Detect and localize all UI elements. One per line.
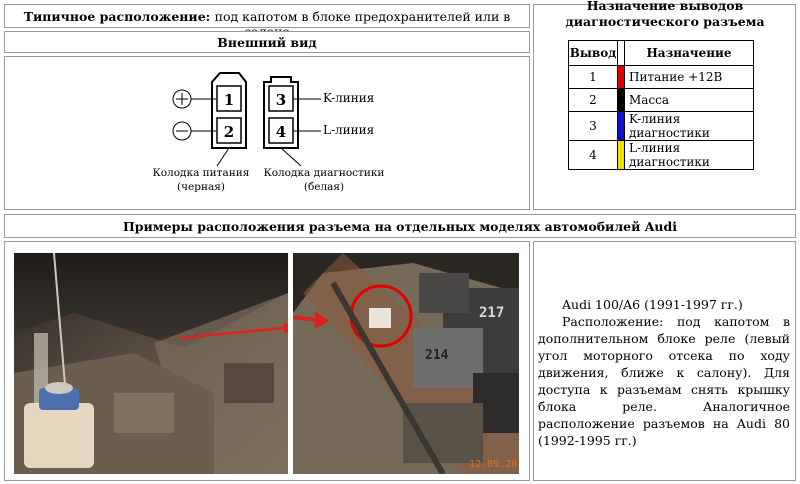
pin-3-label: 3 [275, 91, 287, 109]
diag-block-caption: Колодка диагностики (белая) [263, 167, 385, 193]
pin-1-label: 1 [223, 91, 235, 109]
k-line-label: K-линия [323, 91, 375, 105]
appearance-header-cell [4, 31, 530, 53]
pin-purpose: K-линия диагностики [625, 112, 754, 141]
pin-number: 1 [569, 66, 618, 89]
pin-number: 3 [569, 112, 618, 141]
col-pin-header: Вывод [569, 41, 618, 66]
pin-purpose: Масса [625, 89, 754, 112]
color-stripe-yellow [618, 141, 625, 170]
relay-block-image [293, 253, 519, 474]
photo-timestamp: 12.09.20 [469, 459, 518, 470]
audi-location-text: Расположение: под капотом в дополнительном блоке реле (левый угол моторного отсека по ходу движения, ближе к салону). Для доступа к разъемам снять крышку блока реле. Аналогичное расположение разъемов на Audi 80 (1992-1995 гг.) [538, 314, 790, 448]
audi-description [538, 296, 790, 449]
pin-number: 4 [569, 141, 618, 170]
pin-table [568, 40, 754, 170]
pin-table-header [569, 41, 754, 66]
pin-2-label: 2 [223, 123, 235, 141]
typical-location-value: под капотом в блоке предохранителей или в [214, 9, 511, 24]
table-row [569, 66, 754, 89]
relay-label-214: 214 [425, 348, 449, 363]
relay-block-photo [293, 253, 519, 474]
relay-label-217: 217 [479, 305, 505, 321]
pin-purpose: Питание +12В [625, 66, 754, 89]
color-stripe-blue [618, 112, 625, 141]
appearance-header: Внешний вид [217, 35, 317, 50]
table-row [569, 141, 754, 170]
l-line-label: L-линия [323, 123, 375, 137]
examples-header: Примеры расположения разъема на отдельных моделях автомобилей Audi [122, 219, 677, 234]
color-stripe-red [618, 66, 625, 89]
pin-number: 2 [569, 89, 618, 112]
typical-location-row [4, 4, 530, 28]
engine-bay-image [14, 253, 288, 474]
typical-location-label: Типичное расположение: [23, 9, 211, 24]
power-block-caption: Колодка питания (черная) [152, 167, 250, 193]
table-row [569, 89, 754, 112]
pin-table-title: Назначение выводов диагностического разъема [565, 0, 765, 29]
col-purpose-header: Назначение [625, 41, 754, 66]
connector-diagram [151, 68, 383, 202]
examples-header-cell [4, 214, 796, 238]
pin-purpose: L-линия диагностики [625, 141, 754, 170]
table-row [569, 112, 754, 141]
engine-bay-photo [14, 253, 288, 474]
color-stripe-black [618, 89, 625, 112]
pin-4-label: 4 [275, 123, 287, 141]
audi-model: Audi 100/A6 (1991-1997 гг.) [562, 297, 743, 312]
